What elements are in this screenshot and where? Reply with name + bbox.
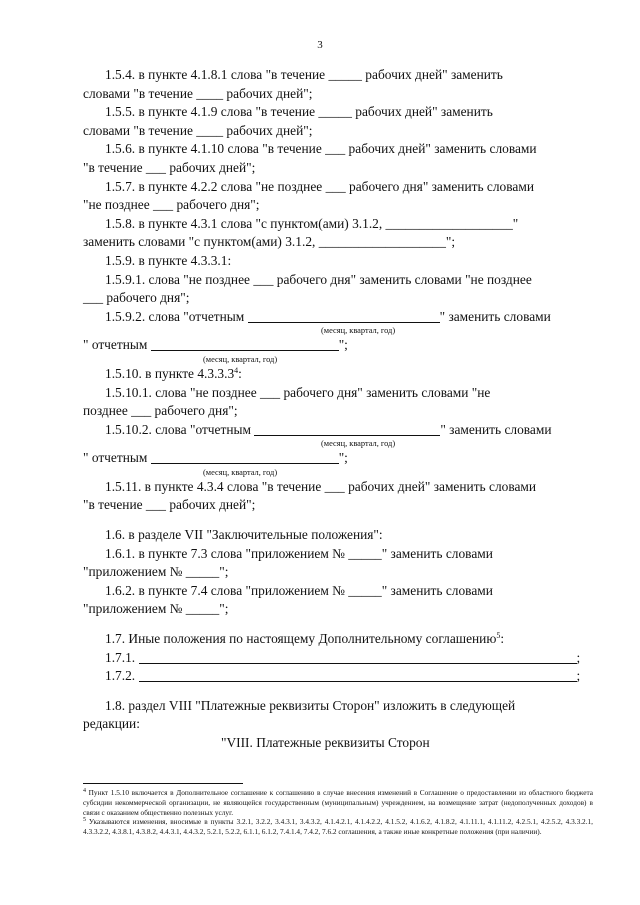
hint-period: (месяц, квартал, год)	[203, 467, 278, 477]
paragraph-1-5-10-1: 1.5.10.1. слова "не позднее ___ рабочего дня" заменить словами "не	[105, 384, 491, 400]
text: " отчетным	[83, 337, 148, 353]
paragraph-1-5-4-cont: словами "в течение ____ рабочих дней";	[83, 85, 313, 101]
footnote-text: Указываются изменения, вносимые в пункты 3.2.1, 3.2.2, 3.4.3.1, 3.4.3.2, 4.1.4.2.1, 4.1.4.2.2, 4.1.5.2, 4.1.6.2, 4.1.8.2, 4.1.11.1, 4.1.11.2, 4.2.5.1, 4.2.5.2, 4.3.3.2.1, 4.3.3.2.2, 4.3.8.1, 4.3.8.2, 4.4.3.1, 4.4.3.2, 5.2.1, 5.2.2, 6.1.1, 6.1.2, 7.4.1.4, 7.4.2, 7.6.2 соглашения, а также иные конкретные положения (при наличии).	[83, 817, 593, 837]
footnote-text: Пункт 1.5.10 включается в Дополнительное соглашение к соглашению в случае внесения изменений в Соглашение о предоставлении из областного бюджета субсидии некоммерческой организации, не являющейся государственным (муниципальным) учреждением, на возмещение затрат (недополученных доходов) в связи с оказанием общественно полезных услуг.	[83, 788, 593, 817]
hint-period: (месяц, квартал, год)	[203, 354, 278, 364]
text: 1.5.9.2. слова "отчетным	[105, 308, 245, 324]
paragraph-1-6-1: 1.6.1. в пункте 7.3 слова "приложением № _____" заменить словами	[105, 545, 493, 561]
document-body	[83, 66, 593, 753]
footnote-number: 5	[83, 817, 86, 824]
paragraph-1-5-11-cont: "в течение ___ рабочих дней";	[83, 497, 256, 513]
paragraph-1-7-2	[83, 667, 593, 686]
text: :	[238, 365, 242, 381]
text: " отчетным	[83, 450, 148, 466]
blank-line	[248, 309, 440, 323]
text: ";	[338, 450, 348, 466]
paragraph-1-5-10-2	[83, 421, 593, 440]
paragraph-1-7-1	[83, 649, 593, 668]
paragraph-1-8: 1.8. раздел VIII "Платежные реквизиты Сторон" изложить в следующей	[105, 697, 516, 713]
text: 1.7.1.	[105, 649, 136, 665]
paragraph-1-5-9-1-cont: ___ рабочего дня";	[83, 290, 190, 306]
footnote-4	[83, 788, 593, 817]
hint-period: (месяц, квартал, год)	[321, 439, 396, 449]
text: ;	[576, 649, 581, 665]
paragraph-1-5-4: 1.5.4. в пункте 4.1.8.1 слова "в течение _____ рабочих дней" заменить	[105, 67, 503, 82]
blank-line	[139, 668, 577, 682]
paragraph-1-6: 1.6. в разделе VII "Заключительные положения":	[105, 527, 383, 543]
blank-line	[254, 422, 440, 436]
footnote-ref-5[interactable]: 5	[496, 631, 501, 641]
paragraph-1-5-7-cont: "не позднее ___ рабочего дня";	[83, 197, 260, 213]
spacer	[83, 619, 593, 630]
paragraph-1-7	[83, 630, 593, 649]
spacer	[83, 686, 593, 697]
paragraph-1-5-5-cont: словами "в течение ____ рабочих дней";	[83, 122, 313, 138]
paragraph-1-5-6: 1.5.6. в пункте 4.1.10 слова "в течение ___ рабочих дней" заменить словами	[105, 141, 537, 157]
hint-period: (месяц, квартал, год)	[321, 326, 396, 336]
text: ;	[576, 668, 581, 684]
paragraph-1-6-1-cont: "приложением № _____";	[83, 564, 229, 580]
paragraph-1-5-9-2	[83, 308, 593, 327]
paragraph-1-8-cont: редакции:	[83, 716, 140, 732]
paragraph-1-5-7: 1.5.7. в пункте 4.2.2 слова "не позднее ___ рабочего дня" заменить словами	[105, 178, 534, 194]
text: 1.5.10.2. слова "отчетным	[105, 421, 251, 437]
paragraph-1-5-11: 1.5.11. в пункте 4.3.4 слова "в течение ___ рабочих дней" заменить словами	[105, 478, 537, 494]
text: 1.7. Иные положения по настоящему Дополнительному соглашению	[105, 631, 497, 647]
paragraph-1-5-10	[83, 365, 593, 384]
text: 1.5.10. в пункте 4.3.3.3	[105, 365, 235, 381]
blank-line	[139, 650, 577, 664]
text: " заменить словами	[439, 308, 551, 324]
section-viii-title: "VIII. Платежные реквизиты Сторон	[221, 735, 430, 750]
paragraph-1-6-2-cont: "приложением № _____";	[83, 601, 229, 617]
spacer	[83, 515, 593, 526]
paragraph-1-5-6-cont: "в течение ___ рабочих дней";	[83, 159, 256, 175]
blank-line	[151, 337, 339, 351]
footnotes	[83, 783, 593, 837]
text: :	[500, 631, 505, 647]
paragraph-1-5-9-1: 1.5.9.1. слова "не позднее ___ рабочего дня" заменить словами "не позднее	[105, 271, 532, 287]
text: ";	[338, 337, 348, 353]
paragraph-1-6-2: 1.6.2. в пункте 7.4 слова "приложением № _____" заменить словами	[105, 582, 493, 598]
paragraph-1-5-9: 1.5.9. в пункте 4.3.3.1:	[105, 252, 232, 268]
footnote-ref-4[interactable]: 4	[234, 365, 239, 375]
footnote-divider	[83, 783, 243, 784]
footnote-5	[83, 817, 593, 837]
paragraph-1-5-8: 1.5.8. в пункте 4.3.1 слова "с пунктом(ами) 3.1.2, ___________________"	[105, 215, 519, 231]
paragraph-1-5-8-cont: заменить словами "с пунктом(ами) 3.1.2, ___________________";	[83, 234, 456, 250]
paragraph-otchetnym-2	[83, 449, 593, 468]
blank-line	[151, 450, 339, 464]
footnote-number: 4	[83, 788, 86, 794]
text: 1.7.2.	[105, 668, 136, 684]
text: " заменить словами	[440, 421, 552, 437]
page-number: 3	[317, 39, 323, 51]
paragraph-otchetnym-1	[83, 336, 593, 355]
paragraph-1-5-5: 1.5.5. в пункте 4.1.9 слова "в течение _____ рабочих дней" заменить	[105, 104, 493, 120]
paragraph-1-5-10-1-cont: позднее ___ рабочего дня";	[83, 403, 238, 419]
